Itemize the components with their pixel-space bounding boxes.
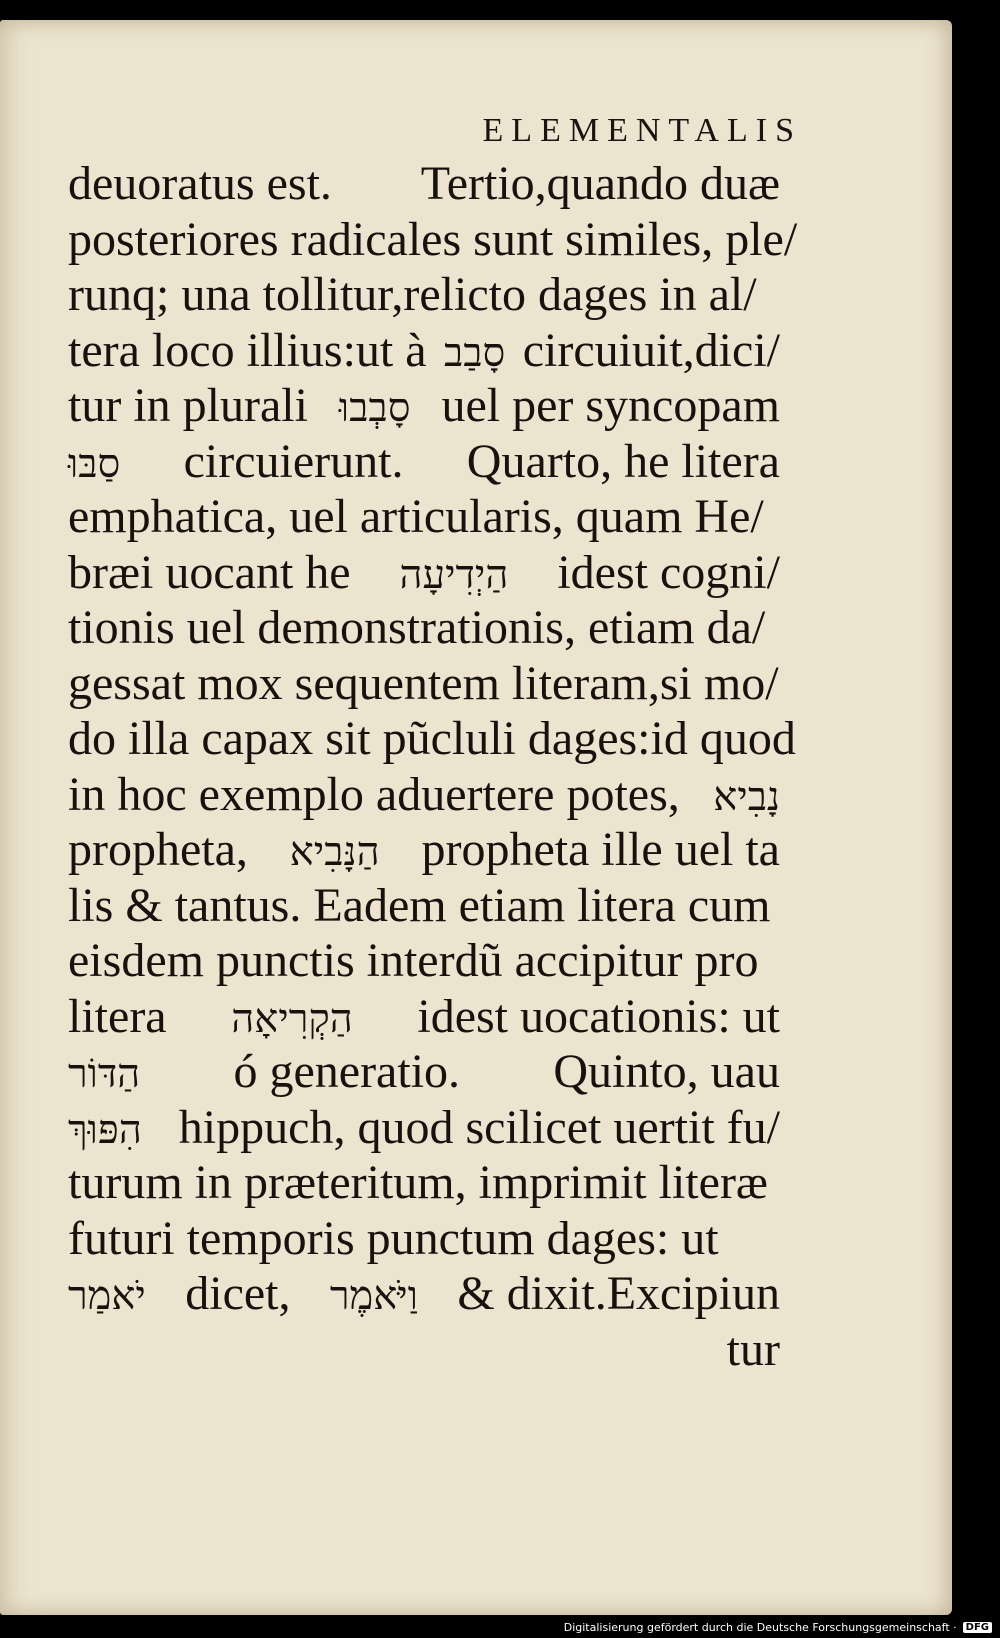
hebrew-word: סָבְבוּ — [338, 385, 411, 431]
text-line — [68, 1264, 780, 1324]
text-line — [68, 1320, 780, 1380]
text-segment: tera loco illius:ut à — [68, 323, 427, 377]
text-line — [68, 876, 780, 936]
footer — [564, 1621, 992, 1634]
text-segment: lis & tantus. Eadem etiam litera cum — [68, 878, 771, 932]
text-segment: tur — [726, 1322, 780, 1376]
text-line — [68, 321, 780, 381]
text-segment: tionis uel demonstrationis, etiam da/ — [68, 601, 766, 654]
text-line — [68, 154, 780, 214]
text-segment: runq; una tollitur,relicto dages in al/ — [68, 268, 757, 321]
text-segment: Quinto, uau — [553, 1045, 780, 1098]
text-segment: Tertio,quando duæ — [420, 157, 780, 210]
text-segment: idest uocationis: ut — [417, 989, 780, 1043]
text-segment: in hoc exemplo aduertere potes, — [68, 767, 680, 821]
text-segment: & dixit.Excipiun — [457, 1267, 780, 1320]
text-line — [68, 1153, 780, 1213]
text-segment: propheta ille uel ta — [421, 823, 780, 876]
text-segment: posteriores radicales sunt similes, ple/ — [68, 212, 798, 266]
text-segment: futuri temporis punctum dages: ut — [68, 1211, 719, 1265]
text-segment: hippuch, quod scilicet uertit fu/ — [178, 1100, 780, 1154]
text-line — [68, 765, 780, 825]
hebrew-word: הַקְרִיאָה — [231, 995, 353, 1042]
text-segment: circuierunt. — [183, 434, 404, 488]
text-segment: do illa capax sit pũcluli dages:id quod — [68, 712, 796, 765]
text-segment: dicet, — [185, 1267, 291, 1320]
text-line — [68, 1209, 780, 1269]
text-segment: bræi uocant he — [68, 545, 351, 599]
book-page — [0, 20, 952, 1615]
text-segment: Quarto, he litera — [466, 434, 780, 488]
text-segment: idest cogni/ — [557, 545, 780, 599]
hebrew-word: הַנָּבִיא — [289, 829, 380, 875]
hebrew-word: וַיֹּאמֶר — [329, 1273, 418, 1319]
text-segment: propheta, — [68, 823, 248, 876]
text-segment: litera — [68, 989, 167, 1043]
text-line — [68, 987, 780, 1047]
running-head: ELEMENTALIS — [482, 112, 802, 149]
text-segment: turum in præteritum, imprimit literæ — [68, 1156, 768, 1209]
text-segment: tur in plurali — [68, 379, 308, 432]
text-line — [68, 820, 780, 880]
hebrew-word: יֹאמַר — [68, 1273, 146, 1319]
footer-credit: Digitalisierung gefördert durch die Deutsche Forschungsgemeinschaft · — [563, 1621, 957, 1634]
text-line — [68, 487, 780, 547]
text-segment: ó generatio. — [233, 1045, 461, 1098]
text-line — [68, 598, 780, 658]
text-segment: deuoratus est. — [68, 157, 332, 210]
text-line — [68, 1042, 780, 1102]
text-line — [68, 543, 780, 603]
hebrew-word: הַדּוֹר — [68, 1051, 141, 1097]
text-segment: eisdem punctis interdũ accipitur pro — [68, 934, 759, 987]
text-line — [68, 432, 780, 492]
text-line — [68, 210, 798, 270]
dfg-logo-icon: DFG — [963, 1622, 992, 1633]
text-line — [68, 709, 796, 769]
hebrew-word: הַיְדִיעָה — [399, 551, 509, 598]
hebrew-word: הִפּוּךְ — [68, 1106, 142, 1153]
text-segment: circuiuit,dici/ — [522, 323, 780, 377]
text-segment: emphatica, uel articularis, quam He/ — [68, 490, 764, 543]
text-line — [68, 654, 780, 714]
text-line — [68, 1098, 780, 1158]
text-segment: gessat mox sequentem literam,si mo/ — [68, 656, 779, 710]
text-segment: uel per syncopam — [441, 379, 780, 432]
text-line — [68, 376, 780, 436]
text-line — [68, 265, 780, 325]
hebrew-word: סָבַב — [444, 329, 506, 376]
hebrew-word: סַבּוּ — [68, 440, 121, 487]
hebrew-word: נָבִיא — [713, 773, 780, 820]
text-line — [68, 931, 780, 991]
